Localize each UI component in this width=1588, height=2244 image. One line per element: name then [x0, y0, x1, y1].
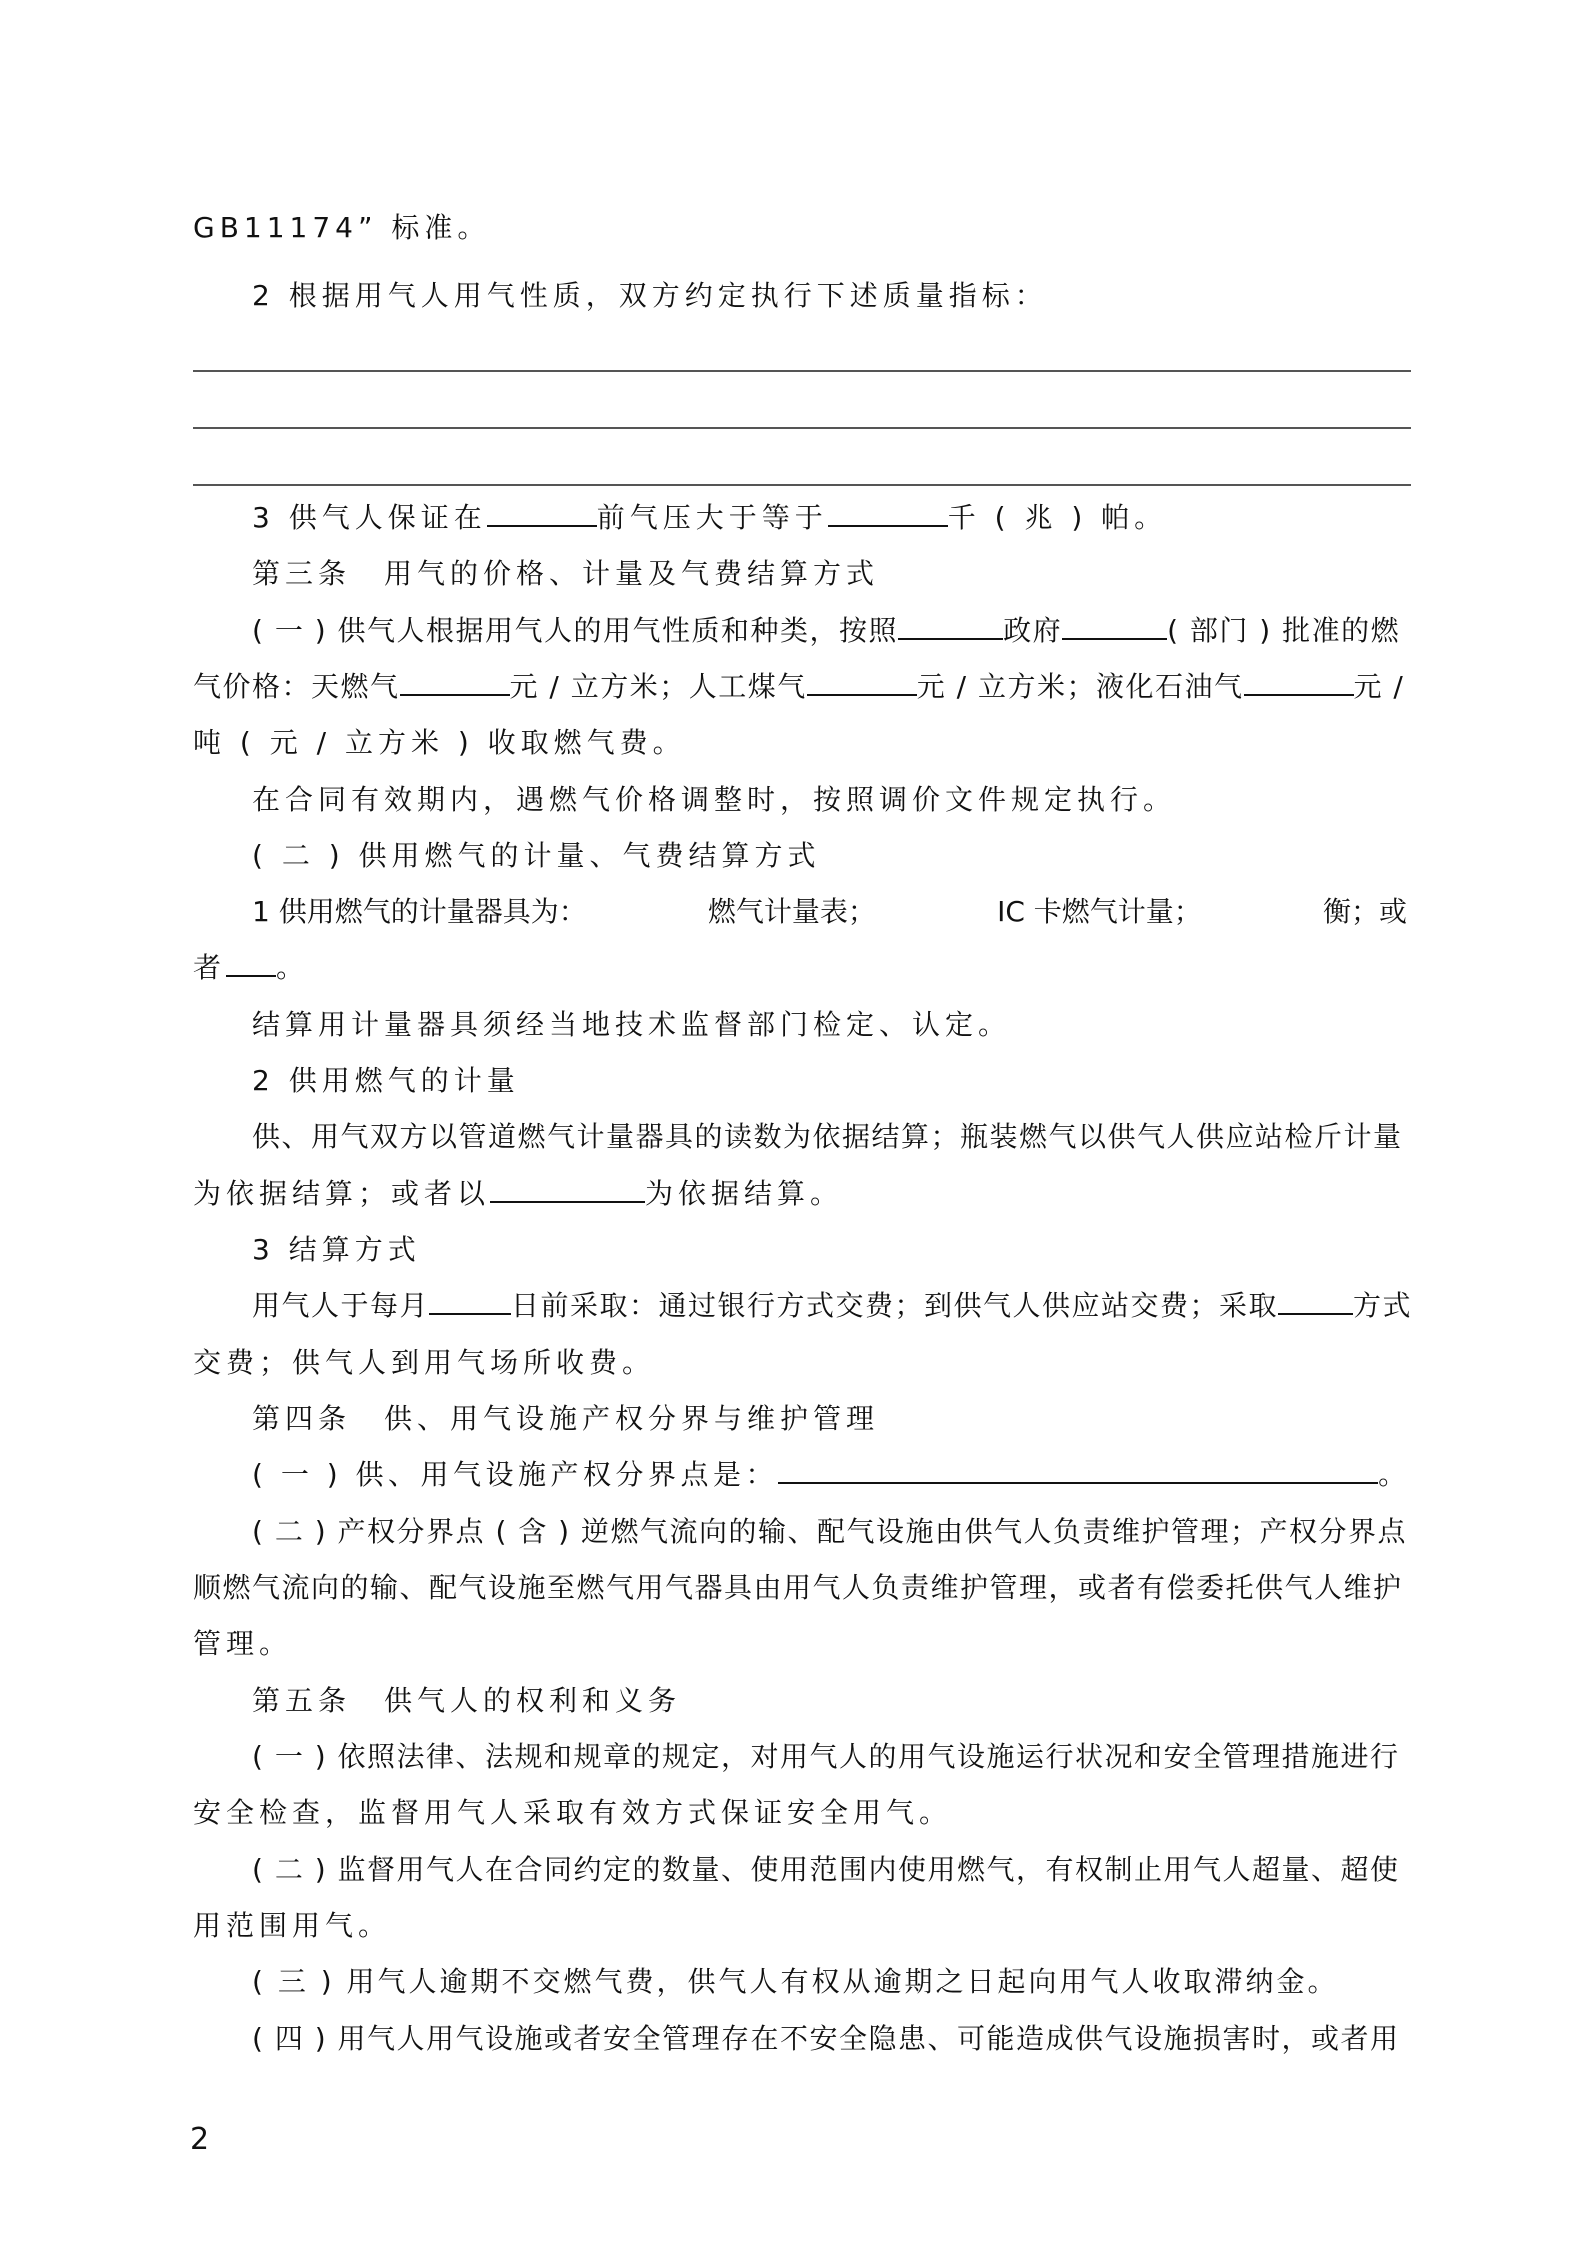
section-heading: 第四条 供、用气设施产权分界与维护管理	[252, 1402, 880, 1435]
fill-blank[interactable]	[1062, 614, 1167, 640]
blank-rule	[193, 370, 1411, 372]
text-fragment: 用气人于每月	[252, 1289, 430, 1322]
text-fragment: ( 一 ) 供、用气设施产权分界点是：	[252, 1458, 779, 1491]
text-fragment: 元 / 立方米；液化石油气	[916, 670, 1244, 703]
fill-blank[interactable]	[487, 501, 597, 527]
text-line: GB11174” 标准。	[193, 211, 491, 244]
text-line	[193, 1174, 1413, 1214]
fill-blank[interactable]	[807, 670, 917, 696]
fill-blank[interactable]	[1244, 670, 1354, 696]
section-heading: 第五条 供气人的权利和义务	[252, 1684, 682, 1717]
text-fragment: 燃气计量表；	[707, 895, 876, 928]
text-fragment: 元 / 立方米；人工煤气	[509, 670, 807, 703]
text-line: ( 二 ) 监督用气人在合同约定的数量、使用范围内使用燃气，有权制止用气人超量、超使	[252, 1853, 1400, 1886]
fill-blank[interactable]	[898, 614, 1003, 640]
text-line: 2 根据用气人用气性质，双方约定执行下述质量指标：	[252, 279, 1048, 312]
text-fragment: 1 供用燃气的计量器具为：	[252, 895, 587, 928]
text-fragment: 。	[276, 951, 310, 984]
text-fragment: 气价格：天燃气	[193, 670, 400, 703]
text-line	[193, 948, 1413, 988]
text-fragment: 者	[193, 951, 227, 984]
fill-blank[interactable]	[490, 1177, 645, 1203]
text-line: ( 二 ) 供用燃气的计量、气费结算方式	[252, 839, 821, 872]
section-heading: 第三条 用气的价格、计量及气费结算方式	[252, 557, 880, 590]
text-line: 顺燃气流向的输、配气设施至燃气用气器具由用气人负责维护管理，或者有偿委托供气人维护	[193, 1571, 1403, 1604]
text-line: 在合同有效期内，遇燃气价格调整时，按照调价文件规定执行。	[252, 783, 1177, 816]
text-fragment: ( 部门 ) 批准的燃	[1167, 614, 1401, 647]
text-line	[193, 667, 1413, 707]
text-line: 安全检查，监督用气人采取有效方式保证安全用气。	[193, 1796, 953, 1829]
text-fragment: 。	[1378, 1458, 1411, 1491]
page-number: 2	[190, 2122, 210, 2157]
fill-blank[interactable]	[1278, 1289, 1353, 1315]
text-line: ( 三 ) 用气人逾期不交燃气费，供气人有权从逾期之日起向用气人收取滞纳金。	[252, 1965, 1339, 1998]
text-fragment: IC 卡燃气计量；	[997, 895, 1202, 928]
text-line: 管理。	[193, 1627, 293, 1660]
text-line: ( 四 ) 用气人用气设施或者安全管理存在不安全隐患、可能造成供气设施损害时，或者用	[252, 2022, 1400, 2055]
text-line	[252, 1455, 1412, 1495]
text-line: 2 供用燃气的计量	[252, 1064, 520, 1097]
text-line	[252, 1286, 1412, 1326]
text-fragment: 千 ( 兆 ) 帕。	[947, 501, 1168, 534]
text-line: 交费；供气人到用气场所收费。	[193, 1346, 656, 1379]
blank-rule	[193, 484, 1411, 486]
text-fragment: 前气压大于等于	[596, 501, 828, 534]
text-fragment: 3 供气人保证在	[252, 501, 487, 534]
fill-blank[interactable]	[400, 670, 510, 696]
text-fragment: 衡；或	[1322, 895, 1407, 928]
text-fragment: ( 一 ) 供气人根据用气人的用气性质和种类，按照	[252, 614, 899, 647]
text-line: ( 一 ) 依照法律、法规和规章的规定，对用气人的用气设施运行状况和安全管理措施进行	[252, 1740, 1400, 1773]
text-fragment: 方式	[1353, 1289, 1413, 1322]
text-line: 结算用计量器具须经当地技术监督部门检定、认定。	[252, 1008, 1012, 1041]
text-fragment: 政府	[1003, 614, 1063, 647]
fill-blank[interactable]	[778, 1458, 1378, 1484]
text-line: 3 结算方式	[252, 1233, 421, 1266]
text-line	[252, 611, 1412, 651]
fill-blank[interactable]	[429, 1289, 511, 1315]
text-line: ( 二 ) 产权分界点 ( 含 ) 逆燃气流向的输、配气设施由供气人负责维护管理；产权分界点	[252, 1515, 1408, 1548]
fill-blank[interactable]	[828, 501, 948, 527]
text-line	[252, 498, 1412, 538]
fill-blank[interactable]	[226, 951, 276, 977]
text-fragment: 元 /	[1353, 670, 1405, 703]
text-line: 吨 ( 元 / 立方米 ) 收取燃气费。	[193, 726, 686, 759]
text-fragment: 为依据结算；或者以	[193, 1177, 491, 1210]
text-line	[252, 892, 1407, 932]
blank-rule	[193, 427, 1411, 429]
text-fragment: 日前采取：通过银行方式交费；到供气人供应站交费；采取	[511, 1289, 1279, 1322]
text-fragment: 为依据结算。	[645, 1177, 844, 1210]
text-line: 用范围用气。	[193, 1909, 392, 1942]
text-line: 供、用气双方以管道燃气计量器具的读数为依据结算；瓶装燃气以供气人供应站检斤计量	[252, 1120, 1403, 1153]
